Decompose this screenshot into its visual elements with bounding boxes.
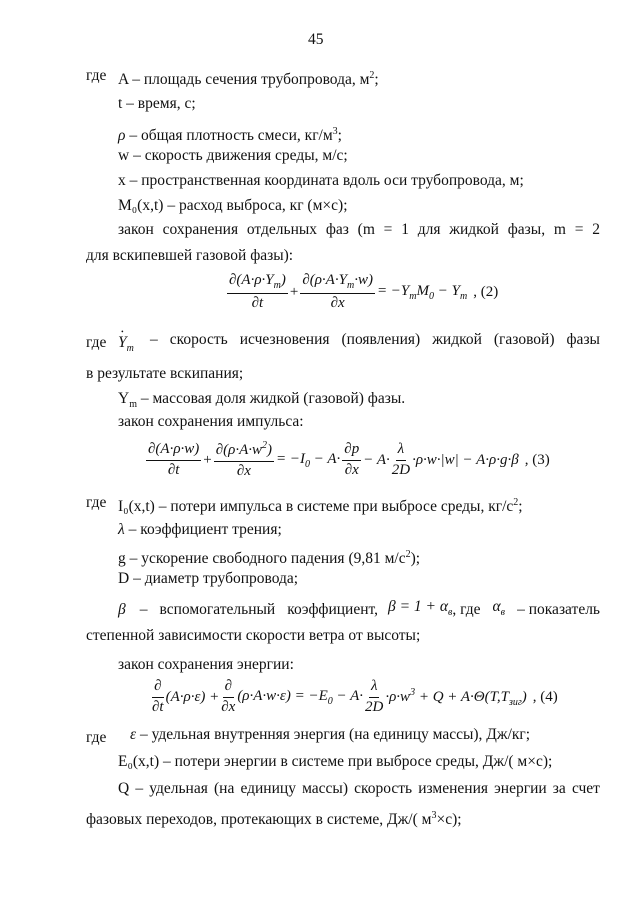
word: жидкой <box>432 331 482 348</box>
where-label: где <box>86 729 107 746</box>
word: вспомогательный <box>159 601 276 619</box>
fraction: $\frac{\partial(\rho\cdot A\cdot w^2)}{\partial x}$ <box>215 440 273 479</box>
definition-coordinate: x – пространственная координата вдоль оси трубопровода, м; <box>118 172 524 189</box>
phase-conservation-intro-cont: для вскипевшей газовой фазы): <box>86 247 294 264</box>
definition-friction: λ – коэффициент трения; <box>118 521 282 538</box>
rho-symbol: ρ <box>118 127 126 145</box>
word: (газовой) <box>493 331 555 348</box>
definition-mass-flow: M₀(x,t) – расход выброса, кг (м×с); <box>118 197 348 214</box>
word: для <box>417 221 441 238</box>
word: энергии <box>494 780 547 797</box>
word: m <box>553 221 566 238</box>
definition-beta <box>118 597 600 623</box>
energy-conservation-intro: закон сохранения энергии: <box>118 656 294 673</box>
equation-term: $(\rho\cdot A\cdot w\cdot\varepsilon) = -E_0 - A\cdot$ <box>237 687 364 707</box>
definition-disappearance-rate <box>150 330 600 350</box>
equation-term: − A· <box>363 451 390 468</box>
word: = <box>574 221 584 238</box>
definition-gravity: g – ускорение свободного падения (9,81 $м/с^2$); <box>118 549 421 568</box>
definition-mass-fraction: $Y_m$ – массовая доля жидкой (газовой) фазы. <box>118 390 406 411</box>
superscript: 2 <box>369 70 375 81</box>
word: (на <box>213 780 235 797</box>
word: удельная <box>149 780 208 797</box>
word: скорость <box>354 780 413 797</box>
word: 1 <box>401 221 409 238</box>
alpha-symbol: $\alpha_в$ <box>492 598 505 619</box>
definition-time: t – время, с; <box>118 95 196 112</box>
word: , где <box>452 601 481 619</box>
word: массы) <box>302 780 348 797</box>
punctuation: ; <box>337 127 342 145</box>
word: фазы, <box>507 221 546 238</box>
fraction: $\frac{\partial(\rho\cdot A\cdot Y_m\cdot w)}{\partial x}$ <box>302 272 373 311</box>
word: – <box>139 601 148 619</box>
word: скорость <box>169 331 228 348</box>
word: фаз <box>325 221 349 238</box>
word: единицу <box>240 780 296 797</box>
word: счет <box>571 780 600 797</box>
word: 2 <box>592 221 600 238</box>
fraction: $\frac{\partial}{\partial x}$ <box>221 678 236 715</box>
word: фазы <box>566 331 600 348</box>
equation-term: ·ρ·w·|w| − A·ρ·g·β <box>412 451 519 468</box>
plus-sign: + <box>289 283 299 300</box>
word: – <box>150 331 158 348</box>
definition-momentum-loss: I₀(x,t) – потери импульса в системе при выбросе среды, $кг/с^2$; <box>118 497 523 516</box>
definition-energy-loss: E₀(x,t) – потери энергии в системе при выбросе среды, Дж/( м×с); <box>118 753 553 770</box>
definition-velocity: w – скорость движения среды, м/с; <box>118 147 348 164</box>
word: (появления) <box>341 331 421 348</box>
definition-area-text: A – площадь сечения трубопровода, м <box>118 71 370 89</box>
beta-symbol: β <box>118 601 126 619</box>
word: исчезновения <box>239 331 330 348</box>
where-label: где <box>86 67 107 84</box>
word: – <box>135 780 144 797</box>
equation-2 <box>225 272 498 312</box>
definition-density <box>118 122 342 146</box>
word: за <box>552 780 566 797</box>
fraction: $\frac{\partial p}{\partial x}$ <box>344 441 360 478</box>
word: закон <box>118 221 154 238</box>
definition-disappearance-cont: в результате вскипания; <box>86 365 244 382</box>
phase-conservation-intro <box>118 220 600 240</box>
word: отдельных <box>246 221 318 238</box>
epsilon-symbol: ε <box>130 726 137 743</box>
equation-term: (A·ρ·ε) + <box>165 688 220 705</box>
word: – показатель <box>517 601 600 619</box>
equation-number: , (3) <box>524 451 550 468</box>
equation-rhs: = $-Y_mM_0 - Y_m$ <box>376 282 468 302</box>
page-number: 45 <box>308 31 324 48</box>
definition-density-text: – общая плотность смеси, кг/м <box>125 127 333 145</box>
plus-sign: + <box>203 451 212 468</box>
equation-term: = $-I_0 - A\cdot$ <box>276 450 341 470</box>
word: = <box>383 221 393 238</box>
momentum-conservation-intro: закон сохранения импульса: <box>118 413 304 430</box>
where-label: где <box>86 494 107 511</box>
ydot-symbol: • $Y_m$ <box>118 333 134 359</box>
definition-area <box>118 66 379 90</box>
definition-beta-cont: степенной зависимости скорости ветра от высоты; <box>86 627 421 644</box>
word: жидкой <box>449 221 499 238</box>
word: сохранения <box>162 221 239 238</box>
word: Q <box>118 780 130 797</box>
definition-internal-energy: ε – удельная внутренняя энергия (на единицу массы), Дж/кг; <box>130 726 531 743</box>
lambda-symbol: λ <box>118 521 125 538</box>
superscript: 3 <box>332 126 338 137</box>
equation-3 <box>144 440 550 480</box>
equation-number: , (4) <box>532 688 558 705</box>
fraction: $\frac{\partial}{\partial t}$ <box>152 678 164 715</box>
word: (m <box>357 221 375 238</box>
definition-phase-transition-rate <box>118 779 600 799</box>
fraction: $\frac{\lambda}{2D}$ <box>391 441 411 478</box>
equation-number: , (2) <box>473 283 499 300</box>
definition-diameter: D – диаметр трубопровода; <box>118 570 299 587</box>
word: коэффициент, <box>287 601 378 619</box>
punctuation: ; <box>374 71 379 89</box>
word: изменения <box>418 780 489 797</box>
beta-formula: $\beta = 1 + \alpha_в$ <box>388 598 453 619</box>
fraction: $\frac{\lambda}{2D}$ <box>365 678 384 715</box>
equation-term: $\cdot\rho\cdot w^3 + Q + A\cdot\Theta(T,T_{зиг})$ <box>385 686 527 708</box>
definition-phase-transition-cont: фазовых переходов, протекающих в системе, Дж/( $м^3\times с$); <box>86 810 462 829</box>
fraction: $\frac{\partial(A\cdot\rho\cdot Y_m)}{\partial t}$ <box>229 272 286 311</box>
equation-4 <box>150 678 558 716</box>
fraction: $\frac{\partial(A\cdot\rho\cdot w)}{\partial t}$ <box>148 441 200 478</box>
where-label: где <box>86 334 107 351</box>
